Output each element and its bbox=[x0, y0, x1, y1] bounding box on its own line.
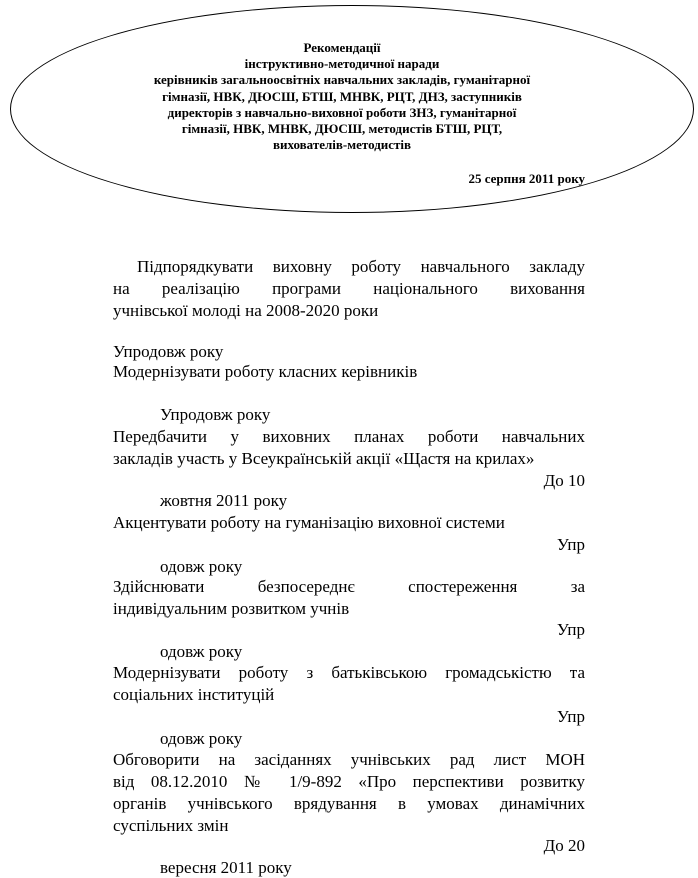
text-line: учнівської молоді на 2008-2020 роки bbox=[113, 301, 379, 320]
header-line: керівників загальноосвітніх навчальних закладів, гуманітарної bbox=[153, 72, 531, 88]
recommendation-text bbox=[113, 662, 585, 706]
meeting-date: 25 серпня 2011 року bbox=[468, 171, 585, 186]
header-title bbox=[96, 40, 588, 153]
term-text: До 10 bbox=[543, 471, 585, 490]
term-text: Упр bbox=[556, 620, 585, 639]
text-line: Підпорядкувати виховну роботу навчального закладу bbox=[137, 257, 585, 276]
header-line: вихователів-методистів bbox=[272, 137, 412, 153]
term-text: Упродовж року bbox=[113, 342, 224, 361]
text-line: Здійснювати безпосереднє спостереження за bbox=[113, 577, 585, 596]
term-text: жовтня 2011 року bbox=[160, 491, 288, 510]
term-text: одовж року bbox=[160, 729, 243, 748]
text-line: Обговорити на засіданнях учнівських рад лист МОН bbox=[113, 750, 585, 769]
recommendation-text bbox=[113, 749, 585, 837]
term-text: одовж року bbox=[160, 557, 243, 576]
text-line: індивідуальним розвитком учнів bbox=[113, 599, 350, 618]
term-text: Упр bbox=[556, 535, 585, 554]
term-text: одовж року bbox=[160, 642, 243, 661]
term-text: До 20 bbox=[543, 836, 585, 855]
header-line: інструктивно-методичної наради bbox=[244, 56, 440, 72]
text-line: на реалізацію програми національного виховання bbox=[113, 279, 585, 298]
text-line: Передбачити у виховних планах роботи навчальних bbox=[113, 427, 585, 446]
recommendation-text: Модернізувати роботу класних керівників bbox=[113, 362, 418, 381]
term-text: вересня 2011 року bbox=[160, 858, 292, 877]
text-line: органів учнівського врядування в умовах динамічних bbox=[113, 794, 585, 813]
recommendation-text bbox=[113, 256, 585, 322]
recommendation-text: Акцентувати роботу на гуманізацію виховної системи bbox=[113, 513, 505, 532]
recommendation-text bbox=[113, 426, 585, 470]
text-line: закладів участь у Всеукраїнській акції «Щастя на крилах» bbox=[113, 449, 535, 468]
recommendation-text bbox=[113, 576, 585, 620]
text-line: суспільних змін bbox=[113, 816, 229, 835]
header-line: гімназії, НВК, ДЮСШ, БТШ, МНВК, РЦТ, ДНЗ, заступників bbox=[162, 88, 522, 104]
header-line: Рекомендації bbox=[303, 40, 381, 55]
text-line: від 08.12.2010 № 1/9-892 «Про перспективи розвитку bbox=[113, 772, 585, 791]
term-text: Упр bbox=[556, 707, 585, 726]
term-text: Упродовж року bbox=[160, 405, 271, 424]
header-line: директорів з навчально-виховної роботи ЗНЗ, гуманітарної bbox=[167, 104, 517, 120]
header-line: гімназії, НВК, МНВК, ДЮСШ, методистів БТШ, РЦТ, bbox=[181, 121, 503, 137]
text-line: соціальних інституцій bbox=[113, 685, 275, 704]
text-line: Модернізувати роботу з батьківською громадськістю та bbox=[113, 663, 585, 682]
